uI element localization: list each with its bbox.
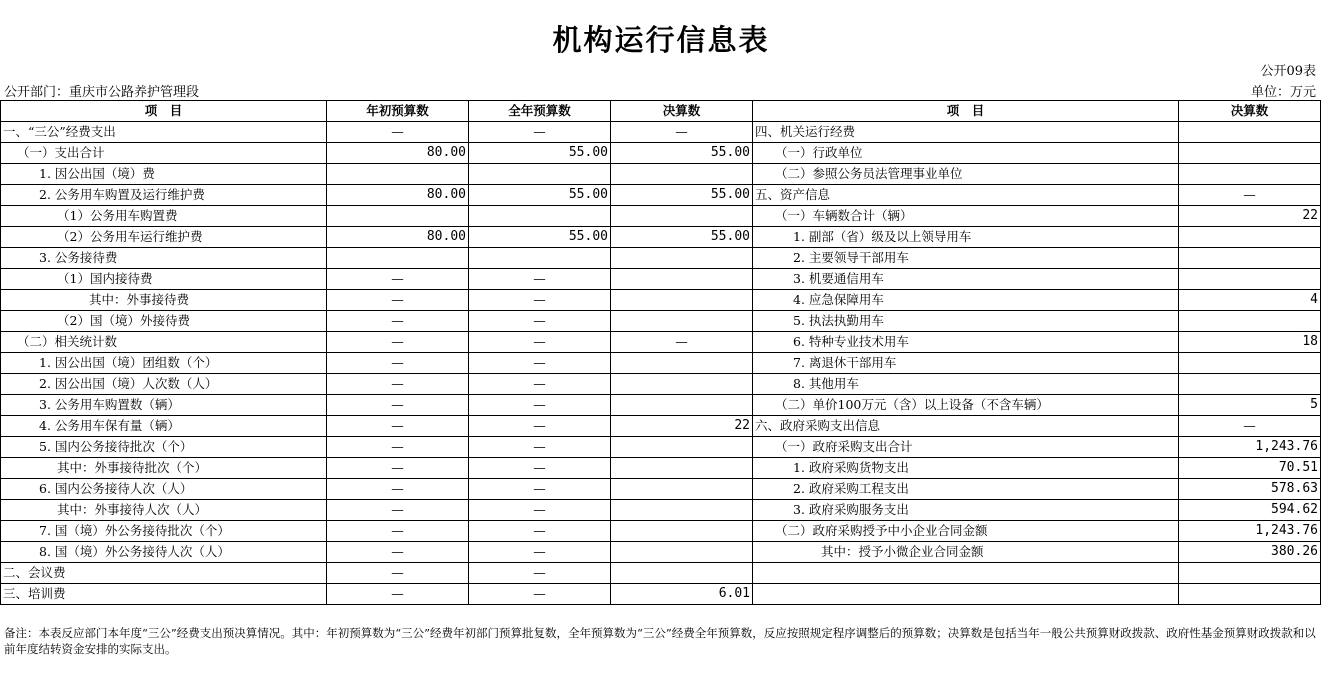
table-row — [1, 164, 1321, 185]
initial-budget-cell: — — [327, 437, 469, 458]
table-row — [1, 122, 1321, 143]
initial-budget-cell: — — [327, 353, 469, 374]
annual-budget-cell — [469, 164, 611, 185]
right-item-label: 五、资产信息 — [753, 185, 1179, 206]
table-row — [1, 185, 1321, 206]
right-item-label: 3. 政府采购服务支出 — [753, 500, 1179, 521]
right-item-label: 1. 政府采购货物支出 — [753, 458, 1179, 479]
right-item-label — [753, 563, 1179, 584]
left-item-label: 5. 国内公务接待批次（个） — [1, 437, 327, 458]
table-row — [1, 479, 1321, 500]
page-title: 机构运行信息表 — [552, 23, 770, 57]
final-cell — [611, 164, 753, 185]
annual-budget-cell: — — [469, 290, 611, 311]
left-item-label: 其中：外事接待人次（人） — [1, 500, 327, 521]
initial-budget-cell: — — [327, 374, 469, 395]
final-cell — [611, 500, 753, 521]
right-final-cell: 4 — [1179, 290, 1321, 311]
final-cell — [611, 374, 753, 395]
right-final-cell — [1179, 584, 1321, 605]
right-item-label: （一）政府采购支出合计 — [753, 437, 1179, 458]
right-item-label: 7. 离退休干部用车 — [753, 353, 1179, 374]
table-row — [1, 563, 1321, 584]
initial-budget-cell: — — [327, 395, 469, 416]
right-item-label: 4. 应急保障用车 — [753, 290, 1179, 311]
final-cell — [611, 458, 753, 479]
right-final-cell: 5 — [1179, 395, 1321, 416]
right-final-cell: 1,243.76 — [1179, 521, 1321, 542]
table-row — [1, 227, 1321, 248]
initial-budget-cell: — — [327, 269, 469, 290]
initial-budget-cell: — — [327, 332, 469, 353]
initial-budget-cell: — — [327, 563, 469, 584]
right-final-cell: 578.63 — [1179, 479, 1321, 500]
annual-budget-cell: — — [469, 122, 611, 143]
left-item-label: 二、会议费 — [1, 563, 327, 584]
right-final-cell — [1179, 143, 1321, 164]
annual-budget-cell: 55.00 — [469, 185, 611, 206]
table-row — [1, 458, 1321, 479]
table-row — [1, 500, 1321, 521]
right-final-cell — [1179, 227, 1321, 248]
header-item-right: 项 目 — [753, 101, 1179, 122]
initial-budget-cell: — — [327, 122, 469, 143]
operation-info-table — [0, 100, 1321, 605]
annual-budget-cell: — — [469, 332, 611, 353]
annual-budget-cell: — — [469, 542, 611, 563]
left-item-label: （1）公务用车购置费 — [1, 206, 327, 227]
final-cell — [611, 290, 753, 311]
table-row — [1, 584, 1321, 605]
right-item-label: 2. 政府采购工程支出 — [753, 479, 1179, 500]
annual-budget-cell: — — [469, 416, 611, 437]
right-final-cell: 1,243.76 — [1179, 437, 1321, 458]
left-item-label: 三、培训费 — [1, 584, 327, 605]
initial-budget-cell: — — [327, 479, 469, 500]
initial-budget-cell: — — [327, 584, 469, 605]
initial-budget-cell — [327, 248, 469, 269]
final-cell — [611, 311, 753, 332]
annual-budget-cell: — — [469, 374, 611, 395]
right-item-label: 六、政府采购支出信息 — [753, 416, 1179, 437]
final-cell — [611, 437, 753, 458]
right-item-label — [753, 584, 1179, 605]
right-final-cell — [1179, 311, 1321, 332]
final-cell — [611, 479, 753, 500]
final-cell: 55.00 — [611, 227, 753, 248]
annual-budget-cell: 55.00 — [469, 143, 611, 164]
final-cell — [611, 542, 753, 563]
final-cell — [611, 395, 753, 416]
table-row — [1, 206, 1321, 227]
left-item-label: （2）公务用车运行维护费 — [1, 227, 327, 248]
initial-budget-cell: — — [327, 290, 469, 311]
left-item-label: 其中：外事接待费 — [1, 290, 327, 311]
right-item-label: 5. 执法执勤用车 — [753, 311, 1179, 332]
left-item-label: 8. 国（境）外公务接待人次（人） — [1, 542, 327, 563]
right-item-label: （二）单价100万元（含）以上设备（不含车辆） — [753, 395, 1179, 416]
left-item-label: （二）相关统计数 — [1, 332, 327, 353]
initial-budget-cell: — — [327, 416, 469, 437]
initial-budget-cell: 80.00 — [327, 185, 469, 206]
right-item-label: （一）车辆数合计（辆） — [753, 206, 1179, 227]
left-item-label: 1. 因公出国（境）费 — [1, 164, 327, 185]
annual-budget-cell: — — [469, 479, 611, 500]
annual-budget-cell: 55.00 — [469, 227, 611, 248]
initial-budget-cell: — — [327, 542, 469, 563]
right-final-cell — [1179, 122, 1321, 143]
left-item-label: （2）国（境）外接待费 — [1, 311, 327, 332]
left-item-label: 其中：外事接待批次（个） — [1, 458, 327, 479]
right-final-cell — [1179, 374, 1321, 395]
right-item-label: （二）政府采购授予中小企业合同金额 — [753, 521, 1179, 542]
table-row — [1, 416, 1321, 437]
annual-budget-cell: — — [469, 458, 611, 479]
annual-budget-cell — [469, 248, 611, 269]
right-item-label: （二）参照公务员法管理事业单位 — [753, 164, 1179, 185]
right-final-cell — [1179, 248, 1321, 269]
final-cell — [611, 563, 753, 584]
final-cell: 55.00 — [611, 185, 753, 206]
annual-budget-cell — [469, 206, 611, 227]
header-annual-budget: 全年预算数 — [469, 101, 611, 122]
table-row — [1, 353, 1321, 374]
table-row — [1, 290, 1321, 311]
annual-budget-cell: — — [469, 437, 611, 458]
annual-budget-cell: — — [469, 269, 611, 290]
left-item-label: 7. 国（境）外公务接待批次（个） — [1, 521, 327, 542]
form-number: 公开09表 — [1260, 64, 1316, 79]
right-final-cell: 18 — [1179, 332, 1321, 353]
table-row — [1, 311, 1321, 332]
final-cell: — — [611, 332, 753, 353]
header-initial-budget: 年初预算数 — [327, 101, 469, 122]
header-final: 决算数 — [611, 101, 753, 122]
right-item-label: 8. 其他用车 — [753, 374, 1179, 395]
initial-budget-cell: — — [327, 458, 469, 479]
header-final-right: 决算数 — [1179, 101, 1321, 122]
right-final-cell: — — [1179, 185, 1321, 206]
left-item-label: 2. 因公出国（境）人次数（人） — [1, 374, 327, 395]
right-item-label: 6. 特种专业技术用车 — [753, 332, 1179, 353]
footnote: 备注：本表反应部门本年度“三公”经费支出预决算情况。其中：年初预算数为“三公”经费年初部门预算批复数，全年预算数为“三公”经费全年预算数，反应按照规定程序调整后的预算数；决算数是包括当年一般公共预算财政拨款、政府性基金预算财政拨款和以前年度结转资金安排的实际支出。 — [4, 626, 1316, 656]
initial-budget-cell: — — [327, 311, 469, 332]
left-item-label: 3. 公务用车购置数（辆） — [1, 395, 327, 416]
final-cell: 55.00 — [611, 143, 753, 164]
right-final-cell: 70.51 — [1179, 458, 1321, 479]
initial-budget-cell — [327, 164, 469, 185]
final-cell: 22 — [611, 416, 753, 437]
right-item-label: 其中：授予小微企业合同金额 — [753, 542, 1179, 563]
right-item-label: 3. 机要通信用车 — [753, 269, 1179, 290]
initial-budget-cell: — — [327, 500, 469, 521]
annual-budget-cell: — — [469, 311, 611, 332]
left-item-label: （一）支出合计 — [1, 143, 327, 164]
right-final-cell: 380.26 — [1179, 542, 1321, 563]
table-row — [1, 542, 1321, 563]
department-label: 公开部门：重庆市公路养护管理段 — [4, 85, 200, 100]
header-item: 项 目 — [1, 101, 327, 122]
annual-budget-cell: — — [469, 395, 611, 416]
table-row — [1, 374, 1321, 395]
left-item-label: 4. 公务用车保有量（辆） — [1, 416, 327, 437]
left-item-label: 2. 公务用车购置及运行维护费 — [1, 185, 327, 206]
table-row — [1, 143, 1321, 164]
left-item-label: 6. 国内公务接待人次（人） — [1, 479, 327, 500]
annual-budget-cell: — — [469, 353, 611, 374]
initial-budget-cell: — — [327, 521, 469, 542]
left-item-label: 1. 因公出国（境）团组数（个） — [1, 353, 327, 374]
initial-budget-cell: 80.00 — [327, 227, 469, 248]
table-row — [1, 332, 1321, 353]
table-row — [1, 437, 1321, 458]
final-cell: 6.01 — [611, 584, 753, 605]
right-final-cell — [1179, 269, 1321, 290]
right-final-cell — [1179, 353, 1321, 374]
final-cell — [611, 248, 753, 269]
right-final-cell: — — [1179, 416, 1321, 437]
right-item-label: 1. 副部（省）级及以上领导用车 — [753, 227, 1179, 248]
right-final-cell — [1179, 164, 1321, 185]
table-row — [1, 395, 1321, 416]
table-header-row — [1, 101, 1321, 122]
right-item-label: 2. 主要领导干部用车 — [753, 248, 1179, 269]
final-cell: — — [611, 122, 753, 143]
right-final-cell: 22 — [1179, 206, 1321, 227]
initial-budget-cell: 80.00 — [327, 143, 469, 164]
right-final-cell: 594.62 — [1179, 500, 1321, 521]
annual-budget-cell: — — [469, 500, 611, 521]
table-row — [1, 248, 1321, 269]
right-item-label: 四、机关运行经费 — [753, 122, 1179, 143]
final-cell — [611, 521, 753, 542]
left-item-label: 3. 公务接待费 — [1, 248, 327, 269]
right-final-cell — [1179, 563, 1321, 584]
left-item-label: （1）国内接待费 — [1, 269, 327, 290]
final-cell — [611, 269, 753, 290]
annual-budget-cell: — — [469, 563, 611, 584]
left-item-label: 一、“三公”经费支出 — [1, 122, 327, 143]
right-item-label: （一）行政单位 — [753, 143, 1179, 164]
initial-budget-cell — [327, 206, 469, 227]
final-cell — [611, 206, 753, 227]
unit-label: 单位：万元 — [1250, 85, 1316, 100]
annual-budget-cell: — — [469, 521, 611, 542]
table-row — [1, 521, 1321, 542]
table-row — [1, 269, 1321, 290]
annual-budget-cell: — — [469, 584, 611, 605]
final-cell — [611, 353, 753, 374]
